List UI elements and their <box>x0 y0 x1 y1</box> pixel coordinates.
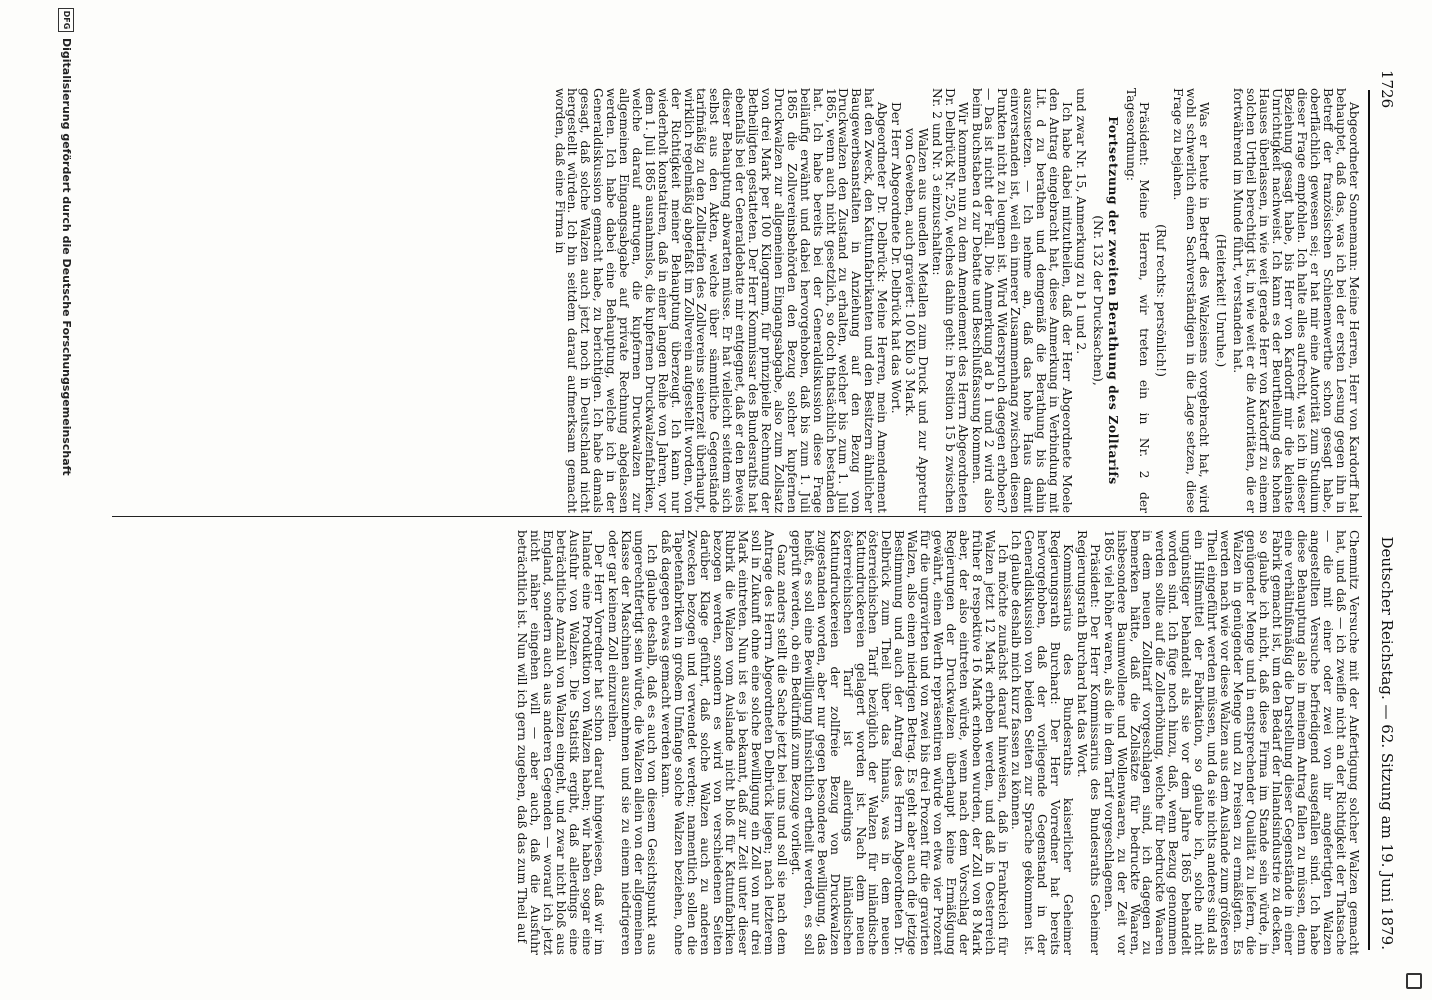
paragraph: Ganz anders stellt die Sache jetzt bei uns und soll sie nach dem Antrage des Herrn Abgeordneten Delbrück liegen; nach letzterem soll in Zukunft ohne eine solche Bewilligung ein Zoll von nur drei Mark eintreten. Nun ist es ja bekannt, daß zur Zeit unter dieser Rubrik die Walzen vom Auslande nicht bloß für Kattunfabriken bezogen werden, sondern es wird von verschiedenen Seiten darüber Klage geführt, daß solche Walzen auch zu anderen Zwecken bezogen und verwendet werden; namentlich sollen die Tapetenfabriken in großem Umfange solche Walzen beziehen, ohne daß dagegen etwas gemacht werden kann. <box>658 530 790 955</box>
paragraph: Chemnitz Versuche mit der Anfertigung solcher Walzen gemacht hat, und daß — ich zweifle nicht an der Richtigkeit der Thatsache — die mit einer oder zwei von ihr angefertigten Walzen angestellten Versuche befriedigend ausgefallen sind. Ich habe diese Behauptung also in meinem Antrag fallen zu müssen, denn eine verhältnißmäßig die Darstellung dieser Gegenstände in einer Fabrik gemacht ist, um den Bedarf der Inlandsindustrie zu decken, so glaube ich nicht, daß diese Firma im Stande sein würde, in genügender Menge und in entsprechender Qualität zu liefern, die Walzen in genügender Menge und zu Preisen zu ermäßigten. Es werden nach wie vor diese Walzen aus dem Auslande zum größeren Theil eingeführt werden müssen, und da sie nichts anderes sind als ein Hilfsmittel der Fabrikation, so glaube ich, solche nicht ungünstiger behandelt als sie vor dem Jahre 1865 behandelt worden sind. Ich füge noch hinzu, daß, wenn Bezug genommen werden sollte auf die Zollerhöhung, welche für bedruckte Waaren in dem neuen Zolltarif vorgeschlagen sind, ich dagegen zu bemerken hätte, daß die Zollsätze für bedruckte Waaren, insbesondere Baumwollene und Wollenwaaren, zu der Zeit vor 1865 viel höher waren, als die in dem Tarif vorgeschlagenen. <box>1101 530 1361 955</box>
paragraph: Der Herr Vorredner hat schon darauf hingewiesen, daß wir im Inlande eine Produktion von Walzen haben; wir haben sogar eine Ausfuhr von Walzen. Die Statistik ergibt, daß allerdings eine beträchtliche Anzahl von Walzen eingeht, und zwar nicht bloß aus England, sondern auch aus anderen Gegenden — worauf ich jetzt nicht näher eingehen will — aber auch, daß die Ausfuhr beträchtlich ist. Nun will ich gern zugeben, daß das zum Theil auf <box>515 530 607 955</box>
column-divider <box>112 516 1362 517</box>
paragraph: und zwar Nr. 15, Anmerkung zu b 1 und 2. <box>1073 88 1088 355</box>
paragraph: Abgeordneter Dr. Delbrück: Meine Herren, mein Amendement hat den Zweck, den Kattunfabrikanten und den Besitzern ähnlicher Baugewerbsanstalten in Anziehung auf den Bezug von Druckwalzen den Zustand zu erhalten, welcher bis zum 1. Juli 1865, wenn auch nicht gesetzlich, so doch thatsächlich bestanden hat. Ich habe bereits bei der Generaldiskussion diese Frage beiläufig erwähnt und dabei hervorgehoben, daß bis zum 1. Juli 1865 die Zollvereinsbehörden den Bezug solcher kupfernen Druckwalzen zur allgemeinen Eingangsabgabe, also zum Zollsatz von drei Mark per 100 Kilogramm, für prinzipielle Rechnung der Betheiligten gestatteten. Der Herr Kommissar des Bundesraths hat ebenfalls bei der Generaldebatte mir entgegnet, daß er den Beweis dieser Behauptung abwarten müsse. Er hat vielleicht seitdem sich selbst aus den Akten, welche über sämmtliche Gegenstände tarifmäßig zu den Zolltarifen des Zollvereins seinerzeit überhaupt, wirklich regelmäßig abgefaßt im Zollverein aufgestellt worden, von der Richtigkeit meiner Behauptung überzeugt. Ich kann nur wiederholt konstatiren, daß in einer langen Reihe von Jahren, vor dem 1. Juli 1865 ausnahmslos, die kupfernen Druckwalzenfabriken, welche darauf antrugen, die kupfernen Druckwalzen zur allgemeinen Eingangsabgabe auf private Rechnung abgelassen werden. Ich habe dabei eine Behauptung, welche ich in der Generaldiskussion gemacht habe, zu berichtigen. Ich habe damals gesagt, daß solche Walzen auch jetzt noch in Deutschland nicht hergestellt würden. Ich bin seitdem darauf aufmerksam gemacht worden, daß eine Firma in <box>552 88 890 513</box>
paragraph: Kommissarius des Bundesraths kaiserlicher Geheimer Regierungsrath Burchard: Der Herr Vorredner hat bereits hervorgehoben, daß der vorliegende Gegenstand in der Generaldiskussion von beiden Seiten zur Sprache gekommen ist. Ich glaube deshalb mich kurz fassen zu können. <box>1009 530 1076 955</box>
page-header <box>1378 70 1404 950</box>
paragraph: Präsident: Der Herr Kommissarius des Bundesraths Geheimer Regierungsrath Burchard hat das Wort. <box>1074 530 1102 955</box>
left-column <box>552 88 1360 513</box>
paragraph: Abgeordneter Sonnemann: Meine Herren, Herr von Kardorff hat behauptet, daß das, was ich bei der ersten Lesung gegen ihn in Betreff der französischen Schienenwerthe schon gesagt habe, oberflächlich gewesen sei; er hat mir eine Autorität zum Studium dieser Frage empfohlen. Ich halte alles aufrecht, was ich in dieser Beziehung gesagt habe, bis Herr von Kardorff mir die kleinste Unrichtigkeit nachweist. Ich kann es der Beurtheilung des hohen Hauses überlassen, in wie weit gerade Herr von Kardorff zu einem solchen Urtheil berechtigt ist, in wie weit er die Autoritäten, die er fortwährend im Munde führt, verstanden hat. <box>1230 88 1361 513</box>
header-rule <box>1368 90 1370 950</box>
page-number: 1726 <box>1378 70 1396 109</box>
footer-credit: Digitalisierung gefördert durch die Deutsche Forschungsgemeinschaft <box>60 38 73 476</box>
paragraph: Walzen aus unedlen Metallen zum Druck und zur Appretur von Geweben, auch graviert: 100 Kilo 3 Mark. <box>903 128 930 513</box>
page-footer <box>46 0 76 1000</box>
paragraph: Präsident: Meine Herren, wir treten ein in Nr. 2 der Tagesordnung: <box>1124 88 1152 513</box>
paragraph: Wir kommen nun zu dem Amendement des Herrn Abgeordneten Dr. Delbrück Nr. 250, welches dahin geht: in Position 15 b zwischen Nr. 2 und Nr. 3 einzuschalten: <box>929 88 970 513</box>
paragraph: Der Herr Abgeordnete Dr. Delbrück hat das Wort. <box>889 102 904 414</box>
paragraph: Was er heute in Betreff des Walzeisens vorgebracht hat, wird wohl schwerlich einen Sachverständigen in die Lage setzen, diese Frage zu bejahen. <box>1171 88 1212 513</box>
paragraph: Ich habe dabei mitzutheilen, daß der Herr Abgeordnete Moele den Antrag eingebracht hat, diese Anmerkung in Verbindung mit Lit. d zu berathen und demgemäß die Berathung bis dahin auszusetzen. — Ich nehme an, daß das hohe Haus damit einverstanden ist, weil ein innerer Zusammenhang zwischen diesen Punkten nicht zu leugnen ist. Wird Widerspruch dagegen erhoben? — Das ist nicht der Fall. Die Anmerkung ad b 1 und 2 wird also beim Buchstaben d zur Debatte und Beschlußfassung kommen. <box>969 88 1074 513</box>
interjection: (Heiterkeit! Unruhe.) <box>1213 233 1228 368</box>
interjection: (Ruf rechts: persönlich!) <box>1154 224 1169 377</box>
right-column <box>514 530 1360 955</box>
section-heading: Fortsetzung der zweiten Berathung des Zolltarifs <box>1105 116 1121 485</box>
corner-mark-icon <box>1406 973 1422 989</box>
paragraph: Ich glaube deshalb, daß es auch von diesem Gesichtspunkt aus ungerechtfertigt sein würde, die Walzen allein von der allgemeinen Klasse der Maschinen auszunehmen und sie zu einem niedrigeren oder gar keinem Zoll einzureihen. <box>606 530 660 955</box>
paragraph: Ich möchte zunächst darauf hinweisen, daß in Frankreich für Walzen jetzt 12 Mark erhoben werden, und daß in Oesterreich früher 8 respektive 16 Mark erhoben wurden, der Zoll von 8 Mark aber, der also eintreten würde, wenn nach dem Vorschlag der Regierungen der Druckwalzen überhaupt keine Ermäßigung gewährt, einen Werth repräsentiren würde von etwa vier Prozent für die ungravirten und von zwei bis drei Prozent für die gravirten Walzen, also einen niedrigen Betrag. Es geht aber auch die jetzige Bestimmung und auch der Antrag des Herrn Abgeordneten Dr. Delbrück zum Theil über das hinaus, was in dem neuen österreichischen Tarif bezüglich der Walzen für inländische Kattundruckereien gelagert worden ist. Nach dem neuen österreichischen Tarif ist allerdings inländischen Kattundruckereien der zollfreie Bezug von Druckwalzen zugestanden worden, aber nur gegen besondere Bewilligung, das heißt, es soll eine Bewilligung hinsichtlich ertheilt werden, es soll geprüft werden, ob ein Bedürfniß zum Bezuge vorliegt. <box>789 530 1010 955</box>
paragraph: (Nr. 132 der Drucksachen), <box>1090 215 1105 386</box>
running-title: Deutscher Reichstag. — 62. Sitzung am 19. Juni 1879. <box>1378 536 1396 950</box>
dfg-logo-icon: DFG <box>58 8 74 32</box>
